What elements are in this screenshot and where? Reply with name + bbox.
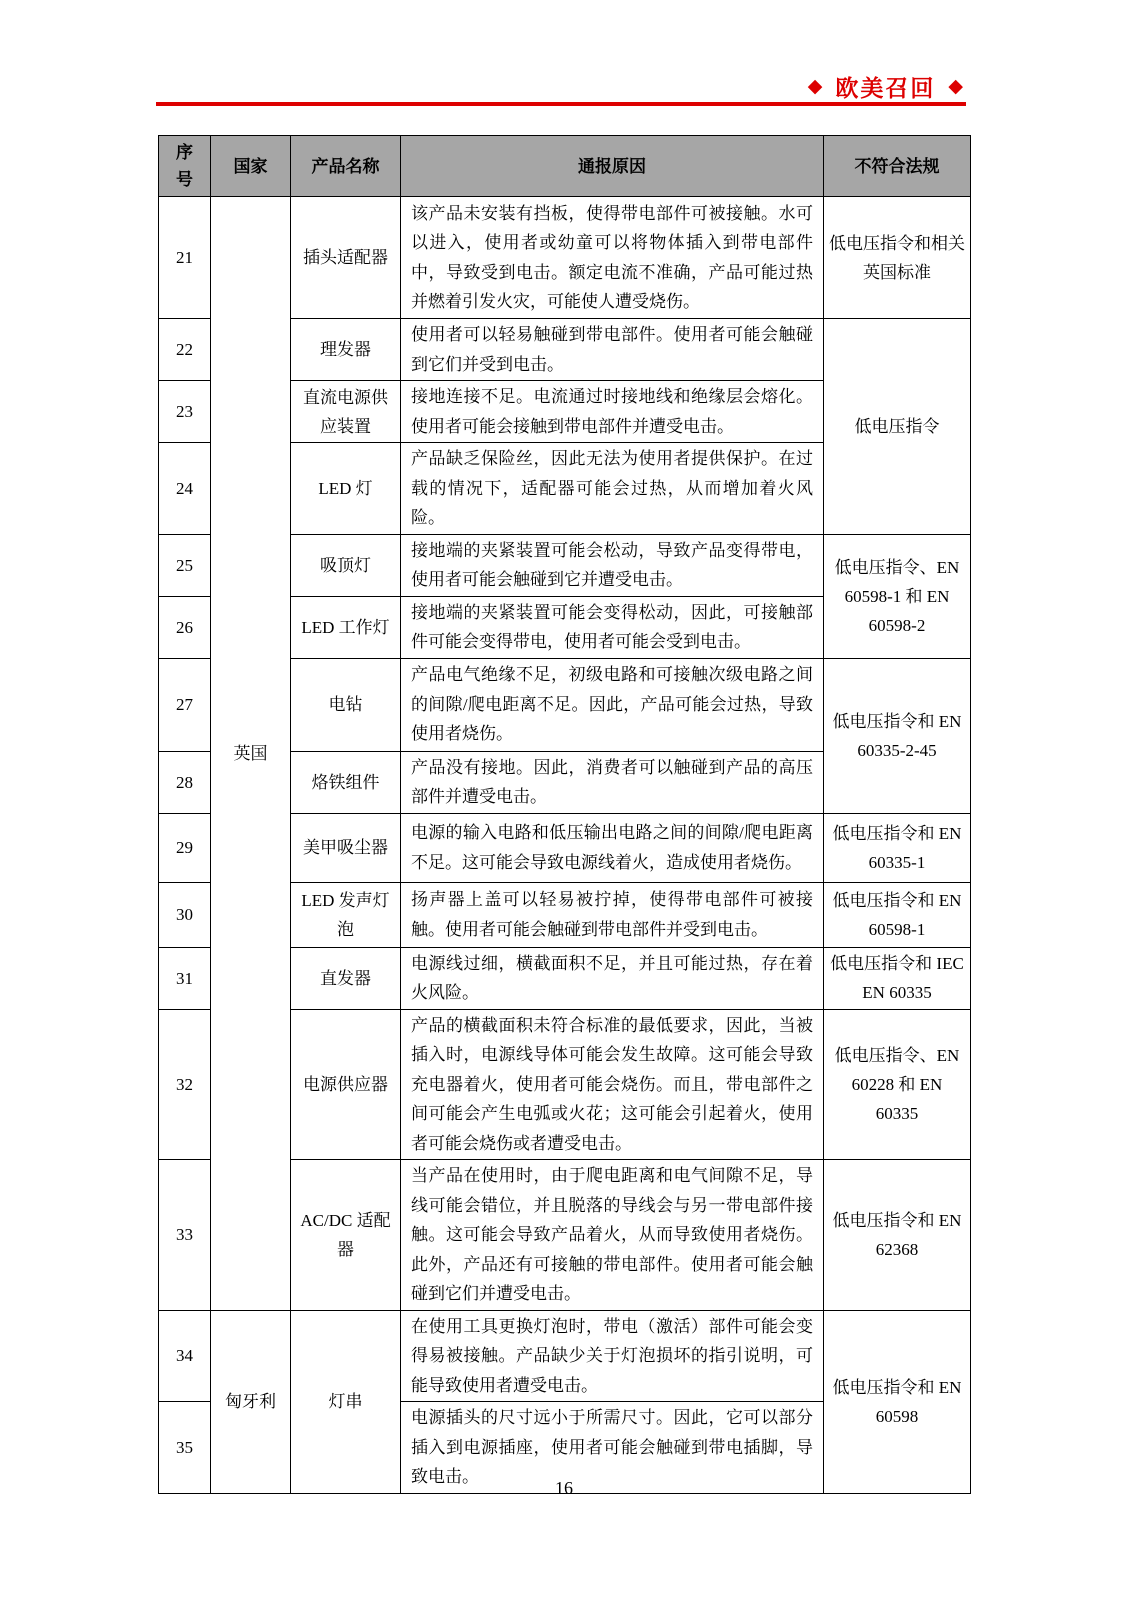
product-cell: 美甲吸尘器 <box>291 813 401 882</box>
row-number: 29 <box>159 813 211 882</box>
regulation-cell: 低电压指令和 EN 60598 <box>824 1310 971 1493</box>
col-header-reason: 通报原因 <box>401 136 824 197</box>
reason-cell: 产品电气绝缘不足，初级电路和可接触次级电路之间的间隙/爬电距离不足。因此，产品可能会过热，导致使用者烧伤。 <box>401 658 824 751</box>
product-cell: LED 发声灯泡 <box>291 882 401 947</box>
row-number: 26 <box>159 596 211 658</box>
row-number: 34 <box>159 1310 211 1402</box>
product-cell: LED 灯 <box>291 443 401 535</box>
row-number: 21 <box>159 197 211 319</box>
row-number: 31 <box>159 947 211 1009</box>
reason-cell: 产品没有接地。因此，消费者可以触碰到产品的高压部件并遭受电击。 <box>401 751 824 813</box>
product-cell: 吸顶灯 <box>291 534 401 596</box>
reason-cell: 接地连接不足。电流通过时接地线和绝缘层会熔化。使用者可能会接触到带电部件并遭受电击。 <box>401 381 824 443</box>
product-cell: 插头适配器 <box>291 197 401 319</box>
row-number: 24 <box>159 443 211 535</box>
regulation-cell: 低电压指令和 EN 62368 <box>824 1160 971 1311</box>
col-header-regulation: 不符合法规 <box>824 136 971 197</box>
product-cell: 直发器 <box>291 947 401 1009</box>
header-divider <box>156 102 966 106</box>
reason-cell: 该产品未安装有挡板，使得带电部件可被接触。水可以进入，使用者或幼童可以将物体插入到带电部件中，导致受到电击。额定电流不准确，产品可能过热并燃着引发火灾，可能使人遭受烧伤。 <box>401 197 824 319</box>
country-cell: 英国 <box>211 197 291 1311</box>
regulation-cell: 低电压指令和 EN 60598-1 <box>824 882 971 947</box>
recall-table <box>158 135 971 1494</box>
product-cell: AC/DC 适配器 <box>291 1160 401 1311</box>
row-number: 22 <box>159 319 211 381</box>
reason-cell: 电源线过细，横截面积不足，并且可能过热，存在着火风险。 <box>401 947 824 1009</box>
product-cell: 理发器 <box>291 319 401 381</box>
product-cell: 直流电源供应装置 <box>291 381 401 443</box>
country-cell: 匈牙利 <box>211 1310 291 1493</box>
reason-cell: 电源的输入电路和低压输出电路之间的间隙/爬电距离不足。这可能会导致电源线着火，造成使用者烧伤。 <box>401 813 824 882</box>
reason-cell: 扬声器上盖可以轻易被拧掉，使得带电部件可被接触。使用者可能会触碰到带电部件并受到电击。 <box>401 882 824 947</box>
page-header <box>808 70 963 102</box>
regulation-cell: 低电压指令和相关英国标准 <box>824 197 971 319</box>
row-number: 32 <box>159 1009 211 1160</box>
regulation-cell: 低电压指令和 EN 60335-2-45 <box>824 658 971 813</box>
reason-cell: 产品的横截面积未符合标准的最低要求，因此，当被插入时，电源线导体可能会发生故障。这可能会导致充电器着火，使用者可能会烧伤。而且，带电部件之间可能会产生电弧或火花；这可能会引起着火，使用者可能会烧伤或者遭受电击。 <box>401 1009 824 1160</box>
col-header-product: 产品名称 <box>291 136 401 197</box>
reason-cell: 接地端的夹紧装置可能会变得松动，因此，可接触部件可能会变得带电，使用者可能会受到电击。 <box>401 596 824 658</box>
row-number: 28 <box>159 751 211 813</box>
regulation-cell: 低电压指令、EN 60228 和 EN 60335 <box>824 1009 971 1160</box>
regulation-cell: 低电压指令和 EN 60335-1 <box>824 813 971 882</box>
reason-cell: 接地端的夹紧装置可能会松动，导致产品变得带电，使用者可能会触碰到它并遭受电击。 <box>401 534 824 596</box>
reason-cell: 当产品在使用时，由于爬电距离和电气间隙不足，导线可能会错位，并且脱落的导线会与另一带电部件接触。这可能会导致产品着火，从而导致使用者烧伤。此外，产品还有可接触的带电部件。使用者可能会触碰到它们并遭受电击。 <box>401 1160 824 1311</box>
diamond-icon: ◆ <box>948 75 963 97</box>
row-number: 33 <box>159 1160 211 1311</box>
row-number: 30 <box>159 882 211 947</box>
regulation-cell: 低电压指令和 IEC EN 60335 <box>824 947 971 1009</box>
reason-cell: 电源插头的尺寸远小于所需尺寸。因此，它可以部分插入到电源插座，使用者可能会触碰到带电插脚，导致电击。 <box>401 1402 824 1494</box>
diamond-icon: ◆ <box>807 75 823 97</box>
page-number: 16 <box>555 1478 573 1498</box>
regulation-cell: 低电压指令 <box>824 319 971 535</box>
product-cell: 电钻 <box>291 658 401 751</box>
table-header-row <box>159 136 971 197</box>
row-number: 23 <box>159 381 211 443</box>
col-header-country: 国家 <box>211 136 291 197</box>
table-row <box>159 197 971 319</box>
col-header-no: 序号 <box>159 136 211 197</box>
product-cell: 烙铁组件 <box>291 751 401 813</box>
product-cell: LED 工作灯 <box>291 596 401 658</box>
regulation-cell: 低电压指令、EN 60598-1 和 EN 60598-2 <box>824 534 971 658</box>
row-number: 25 <box>159 534 211 596</box>
reason-cell: 在使用工具更换灯泡时，带电（激活）部件可能会变得易被接触。产品缺少关于灯泡损坏的指引说明，可能导致使用者遭受电击。 <box>401 1310 824 1402</box>
reason-cell: 使用者可以轻易触碰到带电部件。使用者可能会触碰到它们并受到电击。 <box>401 319 824 381</box>
table-row <box>159 1310 971 1402</box>
product-cell: 灯串 <box>291 1310 401 1493</box>
reason-cell: 产品缺乏保险丝，因此无法为使用者提供保护。在过载的情况下，适配器可能会过热，从而增加着火风险。 <box>401 443 824 535</box>
product-cell: 电源供应器 <box>291 1009 401 1160</box>
row-number: 35 <box>159 1402 211 1494</box>
page-title: 欧美召回 <box>835 74 936 101</box>
row-number: 27 <box>159 658 211 751</box>
